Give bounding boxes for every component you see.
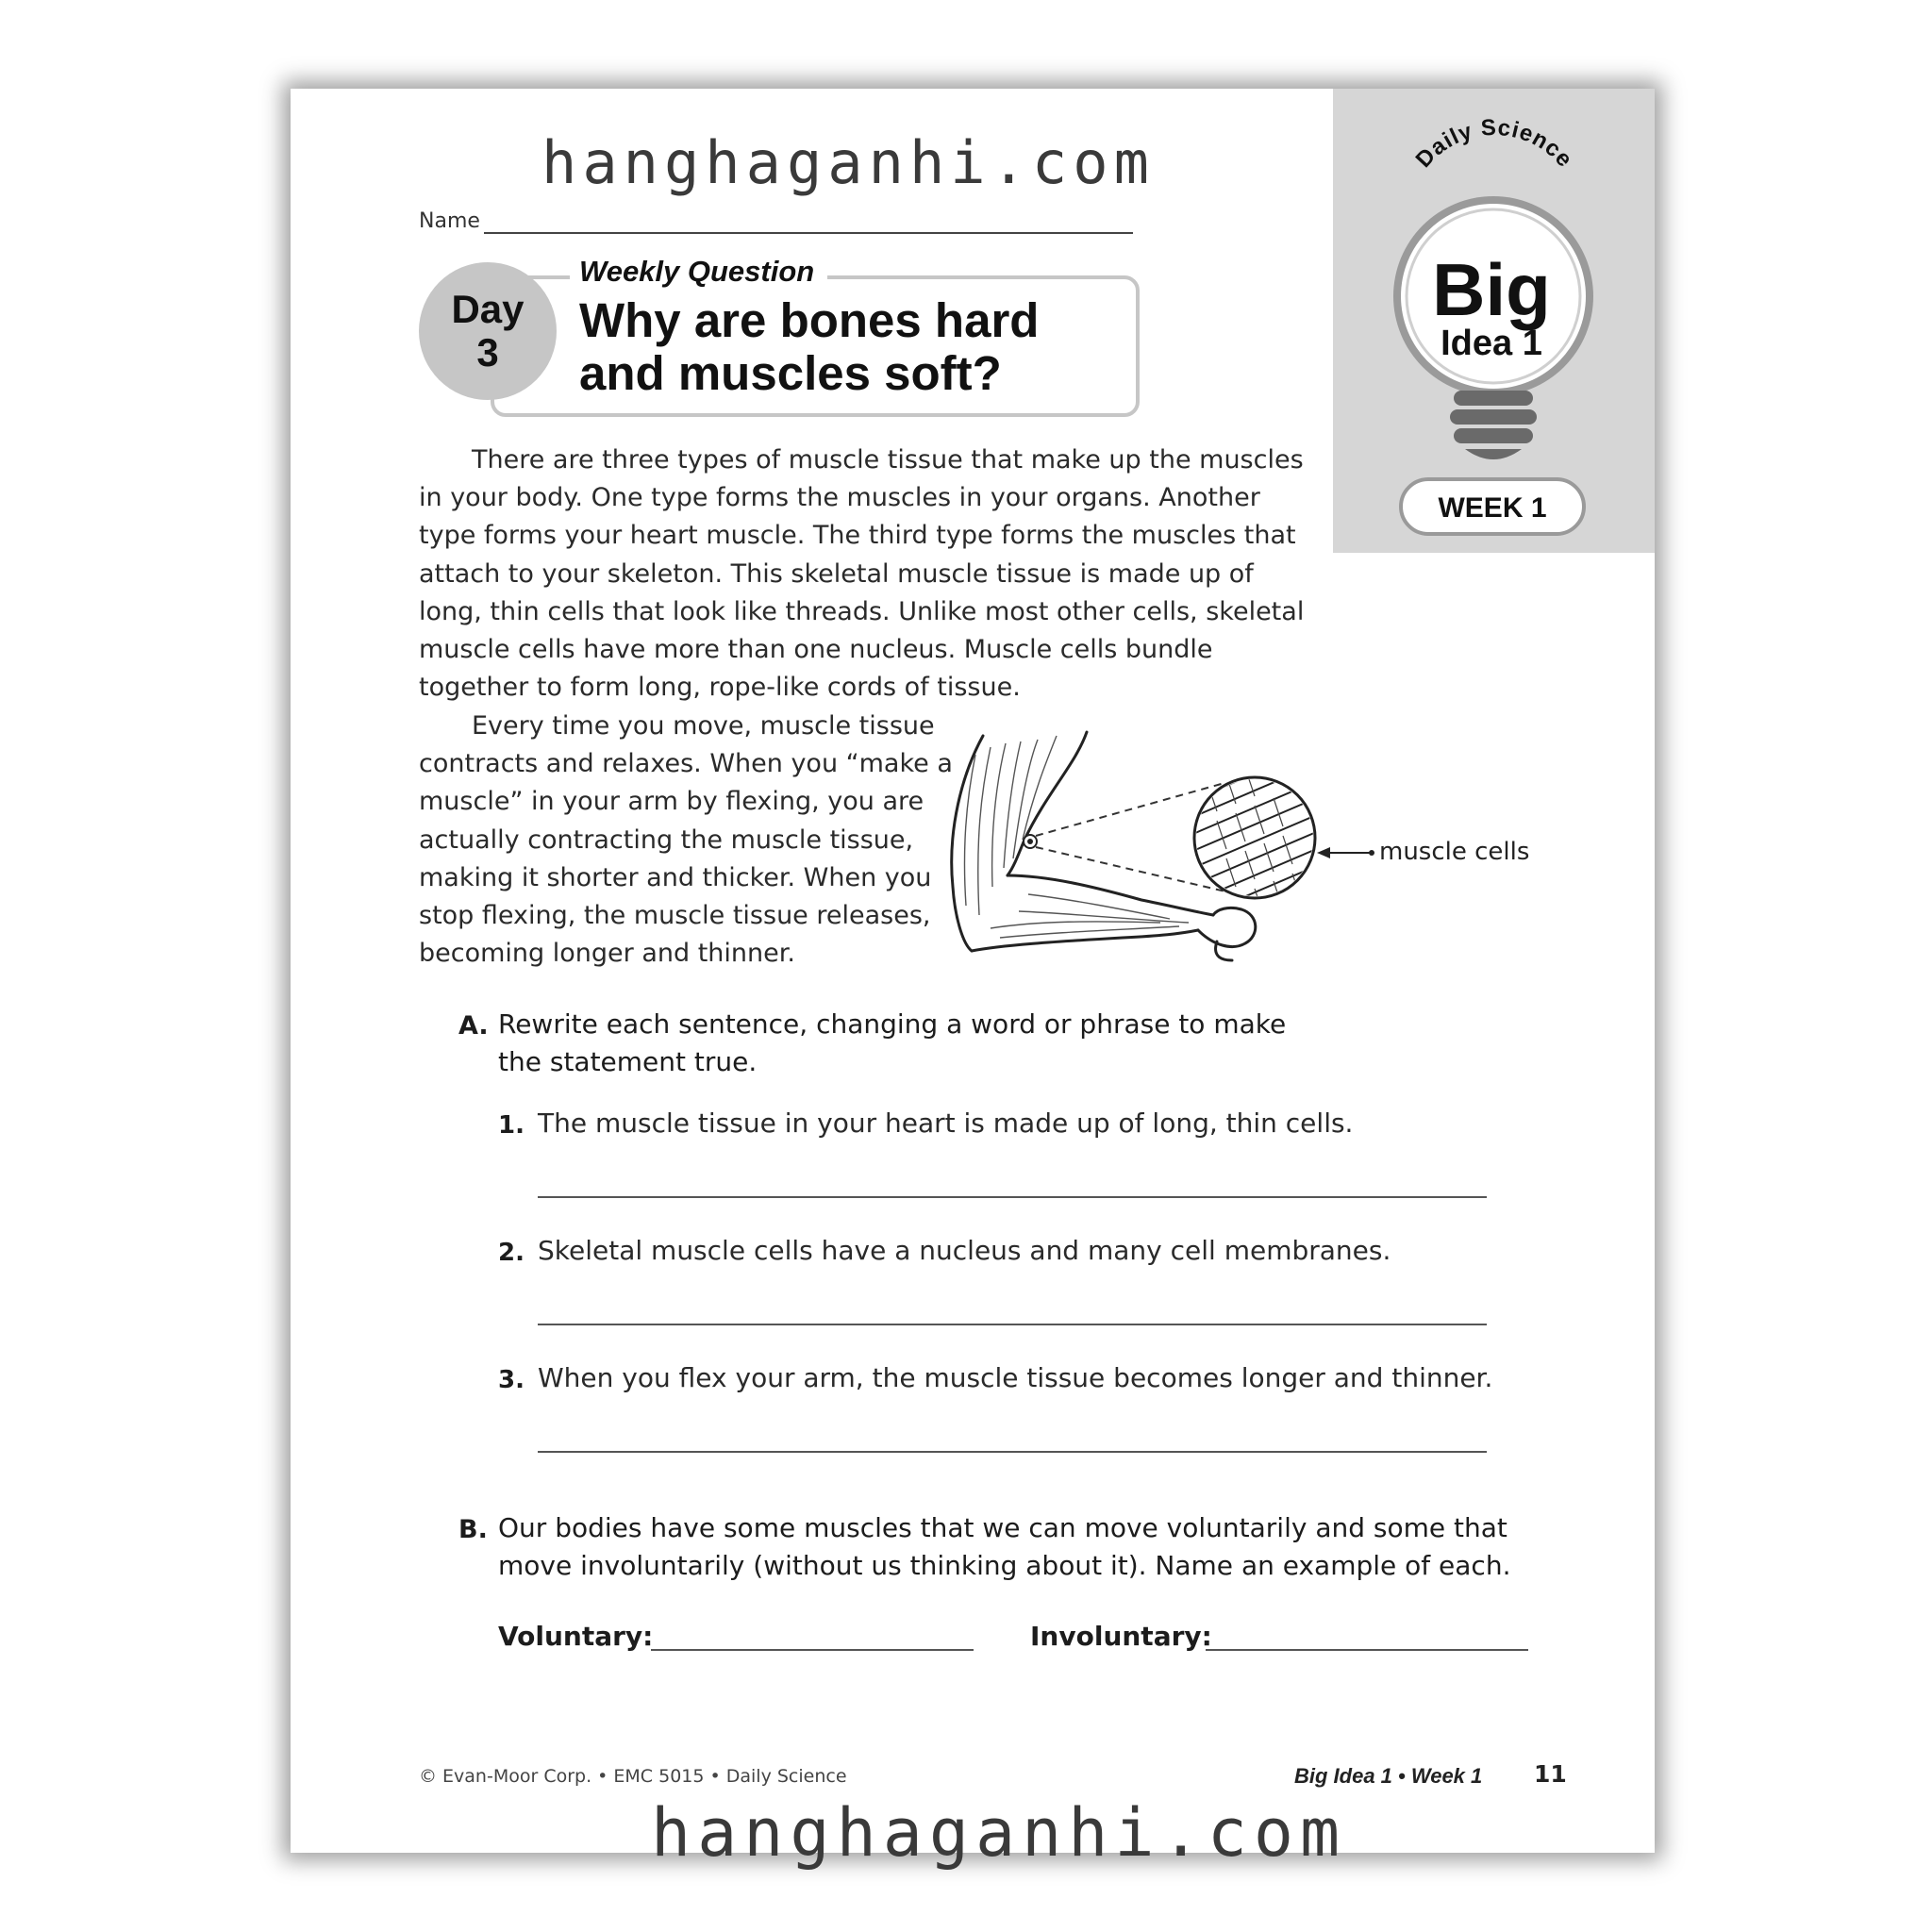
- badge-arc-text: Daily Science: [1410, 114, 1578, 173]
- big-idea-lightbulb-icon: [1333, 89, 1655, 553]
- section-b-instruction-line1: Our bodies have some muscles that we can move voluntarily and some that: [498, 1512, 1507, 1543]
- day-number: 3: [476, 330, 499, 375]
- day-word: Day: [451, 287, 525, 331]
- name-field-line: [484, 232, 1133, 234]
- section-a-instruction-line2: the statement true.: [498, 1046, 758, 1077]
- muscle-cells-label: muscle cells: [1379, 838, 1530, 866]
- item-2-answer-line[interactable]: [538, 1324, 1487, 1325]
- name-label: Name: [419, 209, 480, 233]
- reading-paragraph-2-text: Every time you move, muscle tissue contracts and relaxes. When you “make a muscle” in your arm by flexing, you are actually contracting the muscle tissue, making it shorter and thicker. When you stop flexing, the muscle tissue releases, becoming longer and thinner.: [419, 711, 953, 969]
- item-1-text: The muscle tissue in your heart is made up of long, thin cells.: [538, 1108, 1354, 1139]
- footer-copyright: © Evan-Moor Corp. • EMC 5015 • Daily Science: [419, 1766, 847, 1787]
- item-1-number: 1.: [498, 1111, 525, 1140]
- weekly-question-line2: and muscles soft?: [579, 346, 1002, 400]
- item-2-number: 2.: [498, 1239, 525, 1267]
- involuntary-answer-line[interactable]: [1206, 1649, 1528, 1651]
- weekly-question-line1: Why are bones hard: [579, 293, 1040, 347]
- section-b-letter: B.: [458, 1515, 488, 1544]
- section-a-instruction: [498, 1006, 1286, 1081]
- voluntary-answer-line[interactable]: [651, 1649, 974, 1651]
- item-3-answer-line[interactable]: [538, 1451, 1487, 1453]
- weekly-question-label: Weekly Question: [570, 255, 827, 289]
- watermark-bottom: hanghaganhi.com: [651, 1794, 1347, 1872]
- badge-big-text: Big: [1432, 248, 1551, 331]
- arm-muscle-illustration: [934, 726, 1377, 972]
- section-b-instruction-line2: move involuntarily (without us thinking about it). Name an example of each.: [498, 1550, 1511, 1581]
- item-3-text: When you flex your arm, the muscle tissue becomes longer and thinner.: [538, 1362, 1493, 1393]
- item-2-text: Skeletal muscle cells have a nucleus and many cell membranes.: [538, 1235, 1391, 1266]
- page-number: 11: [1534, 1760, 1567, 1788]
- reading-paragraph-2: [419, 708, 957, 973]
- watermark-top: hanghaganhi.com: [541, 128, 1155, 197]
- item-1-answer-line[interactable]: [538, 1196, 1487, 1198]
- badge-week-text: WEEK 1: [1438, 492, 1547, 524]
- reading-paragraph-1-text: There are three types of muscle tissue that make up the muscles in your body. One type forms the muscles in your organs. Another type forms your heart muscle. The third type forms the muscles that attach to your skeleton. This skeletal muscle tissue is made up of long, thin cells that look like threads. Unlike most other cells, skeletal muscle cells have more than one nucleus. Muscle cells bundle together to form long, rope-like cords of tissue.: [419, 445, 1305, 703]
- voluntary-label: Voluntary:: [498, 1621, 654, 1652]
- involuntary-label: Involuntary:: [1030, 1621, 1212, 1652]
- weekly-question-title: [579, 294, 1145, 400]
- section-a-instruction-line1: Rewrite each sentence, changing a word or phrase to make: [498, 1008, 1287, 1040]
- section-a-letter: A.: [458, 1011, 489, 1041]
- section-b-instruction: [498, 1509, 1510, 1585]
- badge-idea-text: Idea 1: [1441, 324, 1542, 363]
- day-badge: [419, 262, 557, 400]
- footer-week-label: Big Idea 1 • Week 1: [1294, 1764, 1483, 1788]
- item-3-number: 3.: [498, 1366, 525, 1394]
- reading-paragraph-1: [419, 441, 1306, 707]
